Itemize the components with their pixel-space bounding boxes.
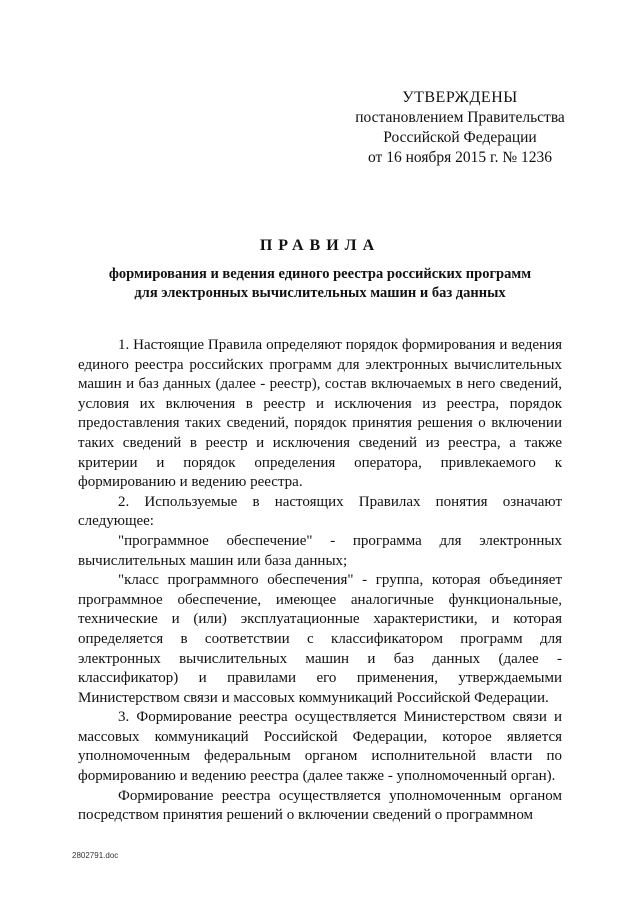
document-title: ПРАВИЛА bbox=[259, 237, 381, 254]
paragraph-3: "программное обеспечение" - программа для электронных вычислительных машин или база данных; bbox=[78, 532, 562, 569]
paragraph-1: 1. Настоящие Правила определяют порядок формирования и ведения единого реестра российских программ для электронных вычислительных машин и баз данных (далее - реестр), состав включаемых в него сведений, условия их включения в реестр и исключения из реестра, порядок предоставления таких сведений, порядок принятия решения о включении таких сведений в реестр и исключения сведений из реестра, а также критерии и порядок определения оператора, привлекаемого к формированию и ведению реестра. bbox=[78, 337, 562, 491]
subtitle-line-2: для электронных вычислительных машин и баз данных bbox=[134, 285, 506, 301]
approval-line-3: от 16 ноября 2015 г. № 1236 bbox=[368, 149, 552, 166]
approval-line-1: постановлением Правительства bbox=[355, 109, 565, 126]
approval-line-2: Российской Федерации bbox=[383, 129, 537, 146]
paragraph-6: Формирование реестра осуществляется уполномоченным органом посредством принятия решений о включении сведений о программном bbox=[78, 787, 562, 824]
subtitle-line-1: формирования и ведения единого реестра российских программ bbox=[108, 266, 532, 282]
approval-heading: УТВЕРЖДЕНЫ bbox=[402, 89, 518, 106]
paragraph-5: 3. Формирование реестра осуществляется Министерством связи и массовых коммуникаций Российской Федерации, которое является уполномоченным федеральным органом исполнительной власти по формированию и ведению реестра (далее также - уполномоченный орган). bbox=[78, 709, 562, 785]
footer-filename: 2802791.doc bbox=[72, 851, 119, 860]
paragraph-4: "класс программного обеспечения" - группа, которая объединяет программное обеспечение, имеющее аналогичные функциональные, технические и (или) эксплуатационные характеристики, и которая определяется в соответствии с классификатором программ для электронных вычислительных машин и баз данных (далее - классификатор) и правилами его применения, утверждаемыми Министерством связи и массовых коммуникаций Российской Федерации. bbox=[78, 572, 562, 706]
document-body bbox=[78, 336, 562, 826]
document-subtitle bbox=[40, 265, 600, 303]
approval-block bbox=[330, 88, 590, 168]
paragraph-2: 2. Используемые в настоящих Правилах понятия означают следующее: bbox=[78, 493, 562, 530]
